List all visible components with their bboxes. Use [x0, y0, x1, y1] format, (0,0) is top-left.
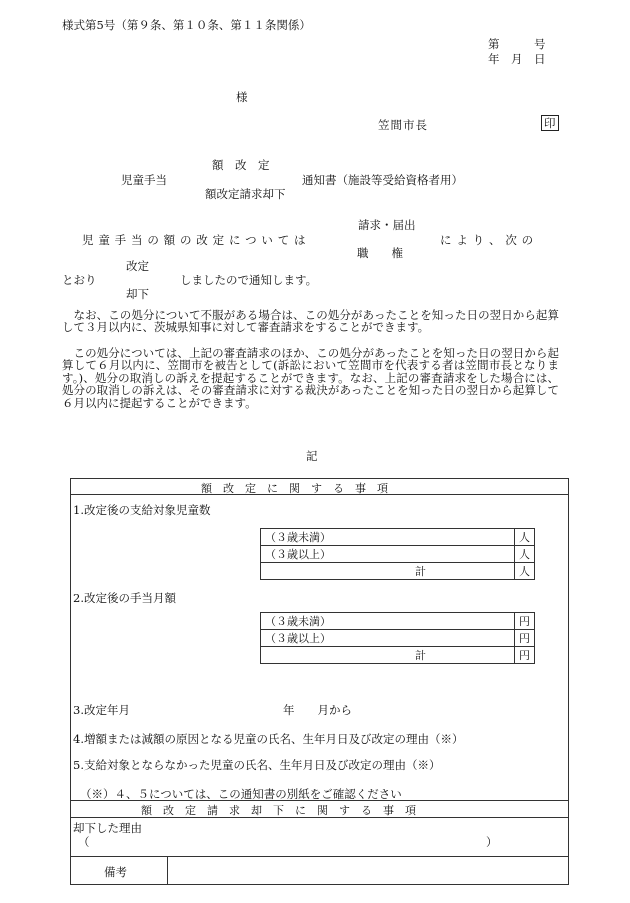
monthly-amount-table: [260, 612, 535, 664]
item4-label: 4.増額または減額の原因となる児童の氏名、生年月日及び改定の理由（※）: [73, 732, 464, 746]
title-left: 児童手当: [121, 173, 167, 187]
item2-label: 2.改定後の手当月額: [73, 591, 176, 605]
ki-mark: 記: [306, 449, 318, 463]
title-bottom: 額改定請求却下: [205, 187, 286, 201]
body-line2-prefix: とおり: [62, 273, 97, 287]
table-row: [261, 546, 535, 563]
table-row: [261, 630, 535, 647]
issuer-name: 笠間市長: [378, 118, 428, 132]
document-date: 年 月 日: [488, 52, 546, 66]
table-row: [261, 613, 535, 630]
rejection-paren-close: ）: [486, 835, 498, 849]
footnote: （※）４、５については、この通知書の別紙をご確認ください: [80, 787, 402, 801]
title-top: 額 改 定: [212, 158, 270, 172]
row-label: 計: [261, 647, 515, 664]
document-number: 第 号: [488, 37, 546, 51]
section1-header: 額 改 定 に 関 す る 事 項: [201, 482, 388, 495]
row-unit: 円: [515, 647, 535, 664]
row-unit: 円: [515, 613, 535, 630]
row-unit: 人: [515, 563, 535, 580]
notice-lawsuit: この処分については、上記の審査請求のほか、この処分があったことを知った日の翌日から起算して６月以内に、笠間市を被告として(訴訟において笠間市を代表する者は笠間市長となります。)、処分の取消しの訴えを提起することができます。なお、上記の審査請求をした場合には、処分の取消しの訴えは、その審査請求に対する裁決があったことを知った日の翌日から起算して６月以内に提起することができます。: [62, 346, 559, 410]
section2-header: 額 改 定 請 求 却 下 に 関 す る 事 項: [141, 804, 416, 817]
item5-label: 5.支給対象とならなかった児童の氏名、生年月日及び改定の理由（※）: [73, 758, 441, 772]
item3-value: 年 月から: [283, 703, 352, 717]
rejection-paren-open: （: [78, 835, 90, 849]
body-line2-top: 改定: [126, 259, 149, 273]
divider: [70, 856, 569, 857]
row-label: （３歳未満）: [261, 613, 515, 630]
rejection-label: 却下した理由: [73, 821, 142, 835]
title-right: 通知書（施設等受給資格者用）: [302, 173, 463, 187]
remarks-label: 備考: [104, 865, 127, 879]
children-count-table: [260, 528, 535, 580]
table-row: [261, 529, 535, 546]
seal-mark: 印: [541, 115, 559, 131]
divider: [70, 800, 569, 801]
row-label: （３歳以上）: [261, 546, 515, 563]
form-id: 様式第5号（第９条、第１０条、第１１条関係）: [62, 18, 311, 32]
row-label: （３歳以上）: [261, 630, 515, 647]
row-label: （３歳未満）: [261, 529, 515, 546]
item1-label: 1.改定後の支給対象児童数: [73, 503, 211, 517]
body-option-top: 請求・届出: [358, 218, 416, 232]
row-unit: 円: [515, 630, 535, 647]
body-option-bottom: 職 権: [357, 246, 403, 260]
recipient-suffix: 様: [236, 90, 248, 104]
row-unit: 人: [515, 546, 535, 563]
table-row: [261, 647, 535, 664]
divider: [70, 817, 569, 818]
table-row: [261, 563, 535, 580]
body-line2-suffix: しましたので通知します。: [180, 273, 318, 287]
body-line2-bottom: 却下: [126, 287, 149, 301]
row-label: 計: [261, 563, 515, 580]
row-unit: 人: [515, 529, 535, 546]
body-line1-right: により、次の: [440, 233, 538, 247]
item3-label: 3.改定年月: [73, 703, 130, 717]
notice-appeal: なお、この処分について不服がある場合は、この処分があったことを知った日の翌日から起算して３月以内に、茨城県知事に対して審査請求をすることができます。: [62, 308, 559, 335]
remarks-divider: [167, 856, 168, 885]
body-line1-left: 児童手当の額の改定については: [82, 233, 311, 247]
